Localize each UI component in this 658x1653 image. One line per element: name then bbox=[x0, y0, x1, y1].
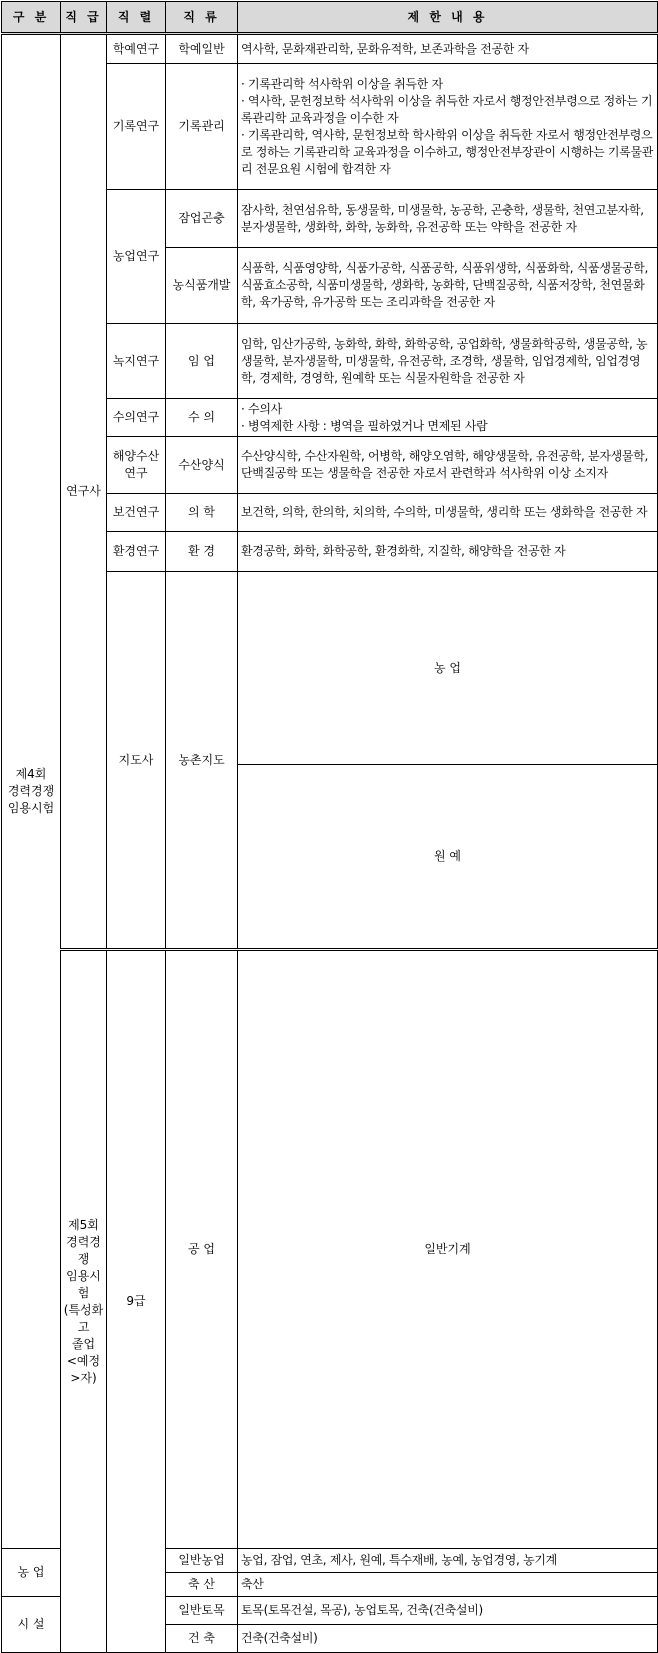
restriction-line: · 기록관리학, 역사학, 문헌정보학 학사학위 이상을 취득한 자로서 행정안전부령으로 정하는 기록관리학 교육과정을 이수하고, 행정안전부장관이 시행하는 기록물관리 전문요원 시험에 합격한 자 bbox=[241, 127, 654, 176]
restriction-cell: 농업, 잠업, 연초, 제사, 원예, 특수재배, 농예, 농업경영, 농기계 bbox=[238, 1549, 658, 1573]
header-category: 구 분 bbox=[2, 2, 61, 34]
restriction-line: · 기록관리학 석사학위 이상을 취득한 자 bbox=[241, 76, 443, 91]
grade-researcher: 연구사 bbox=[61, 34, 107, 950]
restriction-line: · 역사학, 문헌정보학 석사학위 이상을 취득한 자로서 행정안전부령으로 정하는 기록관리학 교육과정을 이수한 자 bbox=[241, 93, 653, 125]
series-cell: 기록연구 bbox=[107, 64, 166, 190]
restriction-cell: 환경공학, 화학, 화학공학, 환경화학, 지질학, 해양학을 전공한 자 bbox=[238, 532, 658, 572]
header-restriction: 제 한 내 용 bbox=[238, 2, 658, 34]
restriction-cell bbox=[238, 399, 658, 437]
series-cell: 해양수산 연구 bbox=[107, 437, 166, 494]
grade-9: 9급 bbox=[107, 950, 166, 1653]
class-cell: 의 학 bbox=[166, 494, 238, 532]
series-cell: 보건연구 bbox=[107, 494, 166, 532]
series-cell: 농업연구 bbox=[107, 190, 166, 324]
class-cell: 임 업 bbox=[166, 324, 238, 399]
restriction-table bbox=[1, 1, 658, 1653]
restriction-cell: 보건학, 의학, 한의학, 치의학, 수의학, 미생물학, 생리학 또는 생화학을 전공한 자 bbox=[238, 494, 658, 532]
series-cell: 농 업 bbox=[2, 1549, 61, 1597]
class-cell: 기록관리 bbox=[166, 64, 238, 190]
restriction-cell: 잠사학, 천연섬유학, 동생물학, 미생물학, 농공학, 곤충학, 생물학, 천연고분자학, 분자생물학, 생화학, 화학, 농화학, 유전공학 또는 약학을 전공한 자 bbox=[238, 190, 658, 248]
restriction-cell bbox=[238, 64, 658, 190]
series-cell: 농촌지도 bbox=[166, 572, 238, 950]
class-cell: 일반기계 bbox=[238, 950, 658, 1549]
class-cell: 건 축 bbox=[166, 1625, 238, 1653]
restriction-cell: 임학, 임산가공학, 농화학, 화학, 화학공학, 공업화학, 생물화학공학, 생물공학, 농생물학, 분자생물학, 미생물학, 유전공학, 조경학, 생물학, 임업경제학, 임업경영학, 경제학, 경영학, 원예학 또는 식물자원학을 전공한 자 bbox=[238, 324, 658, 399]
table-row bbox=[2, 950, 658, 1549]
class-cell: 농식품개발 bbox=[166, 248, 238, 324]
class-cell: 일반토목 bbox=[166, 1597, 238, 1625]
restriction-line: · 병역제한 사항 : 병역을 필하였거나 면제된 사람 bbox=[241, 418, 488, 433]
grade-instructor: 지도사 bbox=[107, 572, 166, 950]
series-cell: 학예연구 bbox=[107, 34, 166, 64]
restriction-cell: 수산양식학, 수산자원학, 어병학, 해양오염학, 해양생물학, 유전공학, 분자생물학, 단백질공학 또는 생물학을 전공한 자로서 관련학과 석사학위 이상 소지자 bbox=[238, 437, 658, 494]
series-cell: 시 설 bbox=[2, 1597, 61, 1653]
restriction-cell: 식품학, 식품영양학, 식품가공학, 식품공학, 식품위생학, 식품화학, 식품생물공학, 식품효소공학, 식품미생물학, 생화학, 농화학, 단백질공학, 식품저장학, 천연물화학, 육가공학, 유가공학 또는 조리과학을 전공한 자 bbox=[238, 248, 658, 324]
series-cell: 녹지연구 bbox=[107, 324, 166, 399]
class-cell: 일반농업 bbox=[166, 1549, 238, 1573]
section-label-4th: 제4회 경력경쟁 임용시험 bbox=[2, 34, 61, 1549]
class-cell: 축 산 bbox=[166, 1573, 238, 1597]
class-cell: 환 경 bbox=[166, 532, 238, 572]
class-cell: 수 의 bbox=[166, 399, 238, 437]
section-label-5th: 제5회 경력경쟁 임용시험 (특성화고 졸업 <예정>자) bbox=[61, 950, 107, 1653]
restriction-cell: 축산 bbox=[238, 1573, 658, 1597]
series-cell: 공 업 bbox=[166, 950, 238, 1549]
restriction-line: · 수의사 bbox=[241, 401, 282, 416]
header-series: 직 렬 bbox=[107, 2, 166, 34]
table-row bbox=[2, 34, 658, 64]
restriction-cell: 토목(토목건설, 목공), 농업토목, 건축(건축설비) bbox=[238, 1597, 658, 1625]
class-cell: 잠업곤충 bbox=[166, 190, 238, 248]
restriction-cell: 역사학, 문화재관리학, 문화유적학, 보존과학을 전공한 자 bbox=[238, 34, 658, 64]
series-cell: 수의연구 bbox=[107, 399, 166, 437]
series-cell: 환경연구 bbox=[107, 532, 166, 572]
restriction-cell: 건축(건축설비) bbox=[238, 1625, 658, 1653]
header-row bbox=[2, 2, 658, 34]
class-cell: 농 업 bbox=[238, 572, 658, 765]
header-class: 직 류 bbox=[166, 2, 238, 34]
class-cell: 수산양식 bbox=[166, 437, 238, 494]
class-cell: 원 예 bbox=[238, 765, 658, 950]
class-cell: 학예일반 bbox=[166, 34, 238, 64]
header-grade: 직 급 bbox=[61, 2, 107, 34]
